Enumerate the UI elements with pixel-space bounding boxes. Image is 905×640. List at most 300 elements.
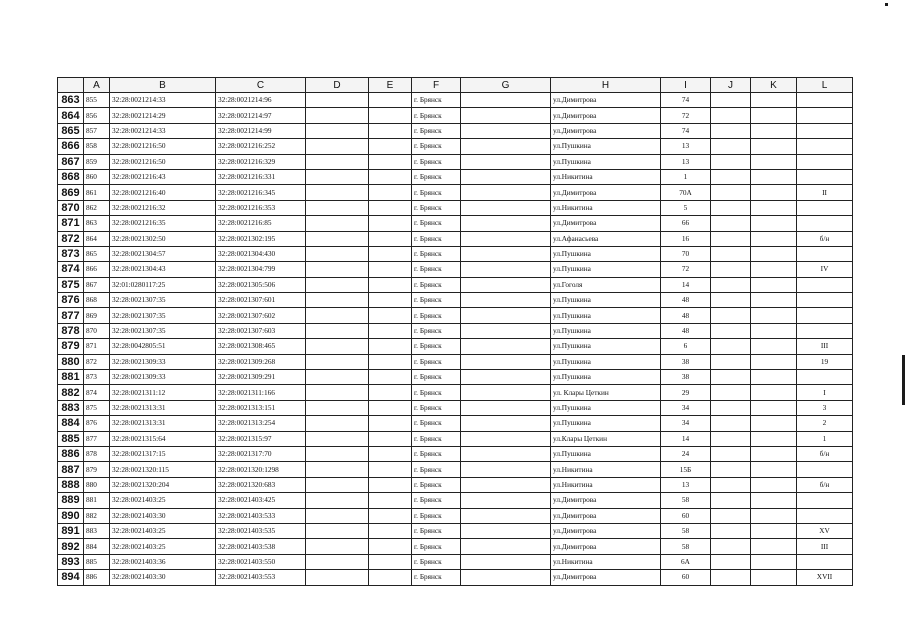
row-number[interactable]: 867 <box>58 154 84 169</box>
cell-h[interactable]: ул.Пушкина <box>551 323 661 338</box>
row-number[interactable]: 891 <box>58 523 84 538</box>
cell-h[interactable]: ул.Пушкина <box>551 246 661 261</box>
cell-l[interactable] <box>797 462 853 477</box>
row-number[interactable]: 892 <box>58 539 84 554</box>
cell-i[interactable]: 38 <box>661 370 711 385</box>
cell-d[interactable] <box>306 339 369 354</box>
cell-h[interactable]: ул.Димитрова <box>551 493 661 508</box>
column-header-b[interactable]: B <box>110 78 216 93</box>
cell-c[interactable]: 32:28:0021214:96 <box>216 93 306 108</box>
row-number[interactable]: 884 <box>58 416 84 431</box>
cell-d[interactable] <box>306 293 369 308</box>
cell-c[interactable]: 32:28:0021216:345 <box>216 185 306 200</box>
row-number[interactable]: 886 <box>58 446 84 461</box>
cell-d[interactable] <box>306 262 369 277</box>
cell-h[interactable]: ул.Димитрова <box>551 185 661 200</box>
cell-h[interactable]: ул.Пушкина <box>551 354 661 369</box>
cell-e[interactable] <box>369 200 412 215</box>
cell-j[interactable] <box>711 139 751 154</box>
cell-e[interactable] <box>369 262 412 277</box>
row-number[interactable]: 883 <box>58 400 84 415</box>
row-number[interactable]: 875 <box>58 277 84 292</box>
cell-l[interactable] <box>797 370 853 385</box>
cell-g[interactable] <box>461 446 551 461</box>
cell-j[interactable] <box>711 200 751 215</box>
cell-l[interactable] <box>797 93 853 108</box>
cell-k[interactable] <box>751 370 797 385</box>
cell-b[interactable]: 32:28:0021313:31 <box>110 400 216 415</box>
cell-g[interactable] <box>461 200 551 215</box>
cell-k[interactable] <box>751 431 797 446</box>
cell-i[interactable]: 72 <box>661 108 711 123</box>
cell-b[interactable]: 32:28:0021309:33 <box>110 354 216 369</box>
cell-h[interactable]: ул. Клары Цеткин <box>551 385 661 400</box>
cell-k[interactable] <box>751 323 797 338</box>
cell-i[interactable]: 74 <box>661 93 711 108</box>
cell-e[interactable] <box>369 93 412 108</box>
cell-k[interactable] <box>751 277 797 292</box>
row-number[interactable]: 871 <box>58 216 84 231</box>
cell-e[interactable] <box>369 493 412 508</box>
cell-d[interactable] <box>306 554 369 569</box>
cell-g[interactable] <box>461 308 551 323</box>
cell-i[interactable]: 58 <box>661 523 711 538</box>
cell-i[interactable]: 13 <box>661 139 711 154</box>
cell-l[interactable] <box>797 508 853 523</box>
cell-g[interactable] <box>461 554 551 569</box>
cell-k[interactable] <box>751 93 797 108</box>
cell-c[interactable]: 32:28:0021317:70 <box>216 446 306 461</box>
cell-f[interactable]: г. Брянск <box>412 323 461 338</box>
cell-k[interactable] <box>751 493 797 508</box>
column-header-h[interactable]: H <box>551 78 661 93</box>
cell-b[interactable]: 32:28:0021214:33 <box>110 93 216 108</box>
cell-c[interactable]: 32:28:0021320:1298 <box>216 462 306 477</box>
cell-h[interactable]: ул.Никитина <box>551 477 661 492</box>
cell-c[interactable]: 32:28:0021216:252 <box>216 139 306 154</box>
cell-d[interactable] <box>306 139 369 154</box>
cell-e[interactable] <box>369 508 412 523</box>
cell-d[interactable] <box>306 493 369 508</box>
cell-d[interactable] <box>306 523 369 538</box>
cell-a[interactable]: 881 <box>84 493 110 508</box>
cell-h[interactable]: ул.Димитрова <box>551 93 661 108</box>
cell-a[interactable]: 880 <box>84 477 110 492</box>
cell-i[interactable]: 16 <box>661 231 711 246</box>
cell-b[interactable]: 32:28:0021307:35 <box>110 308 216 323</box>
cell-b[interactable]: 32:28:0021216:50 <box>110 154 216 169</box>
cell-g[interactable] <box>461 323 551 338</box>
cell-c[interactable]: 32:28:0021311:166 <box>216 385 306 400</box>
cell-d[interactable] <box>306 123 369 138</box>
cell-i[interactable]: 24 <box>661 446 711 461</box>
cell-k[interactable] <box>751 216 797 231</box>
cell-b[interactable]: 32:28:0021403:36 <box>110 554 216 569</box>
cell-a[interactable]: 872 <box>84 354 110 369</box>
column-header-i[interactable]: I <box>661 78 711 93</box>
cell-i[interactable]: 13 <box>661 154 711 169</box>
cell-j[interactable] <box>711 154 751 169</box>
cell-e[interactable] <box>369 431 412 446</box>
cell-f[interactable]: г. Брянск <box>412 262 461 277</box>
cell-b[interactable]: 32:28:0042805:51 <box>110 339 216 354</box>
cell-f[interactable]: г. Брянск <box>412 216 461 231</box>
cell-a[interactable]: 866 <box>84 262 110 277</box>
cell-h[interactable]: ул.Димитрова <box>551 216 661 231</box>
cell-h[interactable]: ул.Пушкина <box>551 154 661 169</box>
cell-g[interactable] <box>461 416 551 431</box>
cell-g[interactable] <box>461 339 551 354</box>
cell-j[interactable] <box>711 216 751 231</box>
cell-k[interactable] <box>751 462 797 477</box>
row-number[interactable]: 876 <box>58 293 84 308</box>
cell-a[interactable]: 856 <box>84 108 110 123</box>
cell-h[interactable]: ул.Пушкина <box>551 262 661 277</box>
row-number[interactable]: 872 <box>58 231 84 246</box>
cell-l[interactable] <box>797 139 853 154</box>
cell-c[interactable]: 32:28:0021307:603 <box>216 323 306 338</box>
cell-i[interactable]: 1 <box>661 169 711 184</box>
column-header-k[interactable]: K <box>751 78 797 93</box>
cell-a[interactable]: 882 <box>84 508 110 523</box>
cell-a[interactable]: 858 <box>84 139 110 154</box>
cell-k[interactable] <box>751 293 797 308</box>
cell-b[interactable]: 32:28:0021216:43 <box>110 169 216 184</box>
cell-h[interactable]: ул.Никитина <box>551 554 661 569</box>
cell-h[interactable]: ул.Пушкина <box>551 139 661 154</box>
cell-a[interactable]: 861 <box>84 185 110 200</box>
cell-e[interactable] <box>369 570 412 585</box>
cell-a[interactable]: 875 <box>84 400 110 415</box>
cell-j[interactable] <box>711 262 751 277</box>
cell-d[interactable] <box>306 354 369 369</box>
cell-g[interactable] <box>461 370 551 385</box>
cell-e[interactable] <box>369 477 412 492</box>
cell-g[interactable] <box>461 216 551 231</box>
cell-k[interactable] <box>751 169 797 184</box>
cell-a[interactable]: 870 <box>84 323 110 338</box>
row-number[interactable]: 880 <box>58 354 84 369</box>
cell-h[interactable]: ул.Пушкина <box>551 293 661 308</box>
cell-e[interactable] <box>369 154 412 169</box>
cell-i[interactable]: 38 <box>661 354 711 369</box>
cell-l[interactable] <box>797 308 853 323</box>
cell-f[interactable]: г. Брянск <box>412 570 461 585</box>
cell-c[interactable]: 32:28:0021403:533 <box>216 508 306 523</box>
cell-j[interactable] <box>711 293 751 308</box>
row-number[interactable]: 879 <box>58 339 84 354</box>
cell-j[interactable] <box>711 446 751 461</box>
cell-k[interactable] <box>751 246 797 261</box>
cell-i[interactable]: 6А <box>661 554 711 569</box>
cell-f[interactable]: г. Брянск <box>412 508 461 523</box>
cell-i[interactable]: 34 <box>661 416 711 431</box>
cell-b[interactable]: 32:28:0021403:25 <box>110 539 216 554</box>
cell-f[interactable]: г. Брянск <box>412 231 461 246</box>
cell-h[interactable]: ул.Димитрова <box>551 523 661 538</box>
cell-b[interactable]: 32:28:0021309:33 <box>110 370 216 385</box>
cell-d[interactable] <box>306 277 369 292</box>
cell-h[interactable]: ул.Пушкина <box>551 400 661 415</box>
cell-a[interactable]: 867 <box>84 277 110 292</box>
cell-f[interactable]: г. Брянск <box>412 339 461 354</box>
cell-e[interactable] <box>369 385 412 400</box>
cell-j[interactable] <box>711 554 751 569</box>
cell-g[interactable] <box>461 477 551 492</box>
cell-d[interactable] <box>306 231 369 246</box>
cell-d[interactable] <box>306 462 369 477</box>
cell-d[interactable] <box>306 539 369 554</box>
cell-j[interactable] <box>711 323 751 338</box>
cell-a[interactable]: 857 <box>84 123 110 138</box>
cell-b[interactable]: 32:28:0021311:12 <box>110 385 216 400</box>
cell-f[interactable]: г. Брянск <box>412 293 461 308</box>
cell-i[interactable]: 13 <box>661 477 711 492</box>
cell-f[interactable]: г. Брянск <box>412 93 461 108</box>
cell-e[interactable] <box>369 539 412 554</box>
cell-k[interactable] <box>751 200 797 215</box>
cell-j[interactable] <box>711 169 751 184</box>
cell-f[interactable]: г. Брянск <box>412 169 461 184</box>
cell-i[interactable]: 60 <box>661 570 711 585</box>
cell-i[interactable]: 70А <box>661 185 711 200</box>
cell-a[interactable]: 886 <box>84 570 110 585</box>
cell-d[interactable] <box>306 323 369 338</box>
cell-g[interactable] <box>461 139 551 154</box>
row-number[interactable]: 868 <box>58 169 84 184</box>
column-header-e[interactable]: E <box>369 78 412 93</box>
cell-e[interactable] <box>369 139 412 154</box>
row-number[interactable]: 890 <box>58 508 84 523</box>
column-header-l[interactable]: L <box>797 78 853 93</box>
cell-b[interactable]: 32:28:0021403:30 <box>110 508 216 523</box>
cell-f[interactable]: г. Брянск <box>412 354 461 369</box>
cell-b[interactable]: 32:28:0021304:43 <box>110 262 216 277</box>
cell-c[interactable]: 32:28:0021304:430 <box>216 246 306 261</box>
cell-d[interactable] <box>306 308 369 323</box>
cell-j[interactable] <box>711 108 751 123</box>
cell-b[interactable]: 32:28:0021403:25 <box>110 493 216 508</box>
row-number[interactable]: 863 <box>58 93 84 108</box>
cell-g[interactable] <box>461 93 551 108</box>
cell-f[interactable]: г. Брянск <box>412 277 461 292</box>
cell-b[interactable]: 32:28:0021307:35 <box>110 293 216 308</box>
cell-g[interactable] <box>461 277 551 292</box>
cell-c[interactable]: 32:28:0021214:99 <box>216 123 306 138</box>
row-number[interactable]: 878 <box>58 323 84 338</box>
row-number[interactable]: 870 <box>58 200 84 215</box>
cell-i[interactable]: 14 <box>661 277 711 292</box>
cell-g[interactable] <box>461 385 551 400</box>
cell-h[interactable]: ул.Димитрова <box>551 508 661 523</box>
cell-l[interactable] <box>797 246 853 261</box>
cell-j[interactable] <box>711 93 751 108</box>
cell-b[interactable]: 32:28:0021216:50 <box>110 139 216 154</box>
cell-a[interactable]: 885 <box>84 554 110 569</box>
cell-b[interactable]: 32:28:0021214:29 <box>110 108 216 123</box>
cell-g[interactable] <box>461 231 551 246</box>
cell-c[interactable]: 32:28:0021315:97 <box>216 431 306 446</box>
cell-a[interactable]: 871 <box>84 339 110 354</box>
cell-k[interactable] <box>751 339 797 354</box>
cell-l[interactable] <box>797 293 853 308</box>
cell-i[interactable]: 34 <box>661 400 711 415</box>
column-header-a[interactable]: A <box>84 78 110 93</box>
cell-l[interactable]: б/н <box>797 477 853 492</box>
cell-b[interactable]: 32:28:0021216:40 <box>110 185 216 200</box>
cell-c[interactable]: 32:28:0021313:254 <box>216 416 306 431</box>
cell-l[interactable]: 19 <box>797 354 853 369</box>
cell-a[interactable]: 868 <box>84 293 110 308</box>
cell-k[interactable] <box>751 508 797 523</box>
cell-b[interactable]: 32:01:0280117:25 <box>110 277 216 292</box>
cell-e[interactable] <box>369 523 412 538</box>
cell-j[interactable] <box>711 416 751 431</box>
cell-j[interactable] <box>711 308 751 323</box>
cell-i[interactable]: 70 <box>661 246 711 261</box>
cell-b[interactable]: 32:28:0021302:50 <box>110 231 216 246</box>
cell-c[interactable]: 32:28:0021403:538 <box>216 539 306 554</box>
cell-a[interactable]: 865 <box>84 246 110 261</box>
cell-j[interactable] <box>711 523 751 538</box>
cell-d[interactable] <box>306 108 369 123</box>
cell-d[interactable] <box>306 216 369 231</box>
cell-l[interactable]: III <box>797 339 853 354</box>
cell-g[interactable] <box>461 154 551 169</box>
cell-k[interactable] <box>751 385 797 400</box>
cell-b[interactable]: 32:28:0021313:31 <box>110 416 216 431</box>
cell-k[interactable] <box>751 523 797 538</box>
cell-e[interactable] <box>369 231 412 246</box>
cell-b[interactable]: 32:28:0021403:30 <box>110 570 216 585</box>
cell-e[interactable] <box>369 339 412 354</box>
cell-b[interactable]: 32:28:0021216:35 <box>110 216 216 231</box>
cell-k[interactable] <box>751 231 797 246</box>
cell-f[interactable]: г. Брянск <box>412 462 461 477</box>
cell-f[interactable]: г. Брянск <box>412 431 461 446</box>
cell-c[interactable]: 32:28:0021304:799 <box>216 262 306 277</box>
cell-b[interactable]: 32:28:0021304:57 <box>110 246 216 261</box>
cell-j[interactable] <box>711 277 751 292</box>
row-number[interactable]: 881 <box>58 370 84 385</box>
cell-i[interactable]: 15Б <box>661 462 711 477</box>
cell-f[interactable]: г. Брянск <box>412 523 461 538</box>
cell-j[interactable] <box>711 493 751 508</box>
cell-d[interactable] <box>306 570 369 585</box>
cell-f[interactable]: г. Брянск <box>412 108 461 123</box>
cell-e[interactable] <box>369 416 412 431</box>
row-number[interactable]: 882 <box>58 385 84 400</box>
cell-h[interactable]: ул.Димитрова <box>551 570 661 585</box>
cell-k[interactable] <box>751 354 797 369</box>
cell-f[interactable]: г. Брянск <box>412 308 461 323</box>
cell-b[interactable]: 32:28:0021320:204 <box>110 477 216 492</box>
cell-d[interactable] <box>306 370 369 385</box>
cell-j[interactable] <box>711 385 751 400</box>
cell-l[interactable]: I <box>797 385 853 400</box>
cell-k[interactable] <box>751 123 797 138</box>
cell-e[interactable] <box>369 308 412 323</box>
cell-g[interactable] <box>461 539 551 554</box>
cell-j[interactable] <box>711 462 751 477</box>
row-number[interactable]: 865 <box>58 123 84 138</box>
cell-f[interactable]: г. Брянск <box>412 539 461 554</box>
cell-c[interactable]: 32:28:0021302:195 <box>216 231 306 246</box>
cell-a[interactable]: 884 <box>84 539 110 554</box>
cell-g[interactable] <box>461 262 551 277</box>
cell-h[interactable]: ул.Димитрова <box>551 123 661 138</box>
cell-a[interactable]: 874 <box>84 385 110 400</box>
cell-h[interactable]: ул.Никитина <box>551 169 661 184</box>
cell-a[interactable]: 873 <box>84 370 110 385</box>
cell-i[interactable]: 58 <box>661 539 711 554</box>
cell-b[interactable]: 32:28:0021216:32 <box>110 200 216 215</box>
cell-d[interactable] <box>306 400 369 415</box>
cell-k[interactable] <box>751 262 797 277</box>
cell-e[interactable] <box>369 185 412 200</box>
column-header-d[interactable]: D <box>306 78 369 93</box>
cell-j[interactable] <box>711 431 751 446</box>
column-header-f[interactable]: F <box>412 78 461 93</box>
cell-k[interactable] <box>751 308 797 323</box>
cell-l[interactable]: б/н <box>797 231 853 246</box>
cell-g[interactable] <box>461 185 551 200</box>
cell-k[interactable] <box>751 108 797 123</box>
cell-a[interactable]: 855 <box>84 93 110 108</box>
cell-h[interactable]: ул.Пушкина <box>551 308 661 323</box>
cell-j[interactable] <box>711 570 751 585</box>
cell-h[interactable]: ул.Никитина <box>551 200 661 215</box>
cell-j[interactable] <box>711 354 751 369</box>
cell-d[interactable] <box>306 154 369 169</box>
cell-e[interactable] <box>369 293 412 308</box>
cell-g[interactable] <box>461 570 551 585</box>
cell-e[interactable] <box>369 246 412 261</box>
cell-h[interactable]: ул.Гоголя <box>551 277 661 292</box>
row-number[interactable]: 893 <box>58 554 84 569</box>
column-header-c[interactable]: C <box>216 78 306 93</box>
cell-h[interactable]: ул.Клары Цеткин <box>551 431 661 446</box>
cell-g[interactable] <box>461 508 551 523</box>
cell-e[interactable] <box>369 216 412 231</box>
cell-c[interactable]: 32:28:0021216:329 <box>216 154 306 169</box>
cell-j[interactable] <box>711 370 751 385</box>
cell-j[interactable] <box>711 477 751 492</box>
cell-f[interactable]: г. Брянск <box>412 400 461 415</box>
cell-e[interactable] <box>369 554 412 569</box>
cell-c[interactable]: 32:28:0021307:602 <box>216 308 306 323</box>
cell-b[interactable]: 32:28:0021320:115 <box>110 462 216 477</box>
cell-k[interactable] <box>751 477 797 492</box>
cell-j[interactable] <box>711 246 751 261</box>
cell-c[interactable]: 32:28:0021305:506 <box>216 277 306 292</box>
cell-d[interactable] <box>306 508 369 523</box>
cell-i[interactable]: 60 <box>661 508 711 523</box>
row-number[interactable]: 885 <box>58 431 84 446</box>
cell-j[interactable] <box>711 123 751 138</box>
cell-f[interactable]: г. Брянск <box>412 123 461 138</box>
cell-c[interactable]: 32:28:0021320:683 <box>216 477 306 492</box>
cell-d[interactable] <box>306 385 369 400</box>
cell-g[interactable] <box>461 169 551 184</box>
cell-f[interactable]: г. Брянск <box>412 370 461 385</box>
cell-d[interactable] <box>306 93 369 108</box>
cell-f[interactable]: г. Брянск <box>412 554 461 569</box>
cell-b[interactable]: 32:28:0021403:25 <box>110 523 216 538</box>
cell-b[interactable]: 32:28:0021317:15 <box>110 446 216 461</box>
row-number[interactable]: 874 <box>58 262 84 277</box>
cell-i[interactable]: 48 <box>661 308 711 323</box>
